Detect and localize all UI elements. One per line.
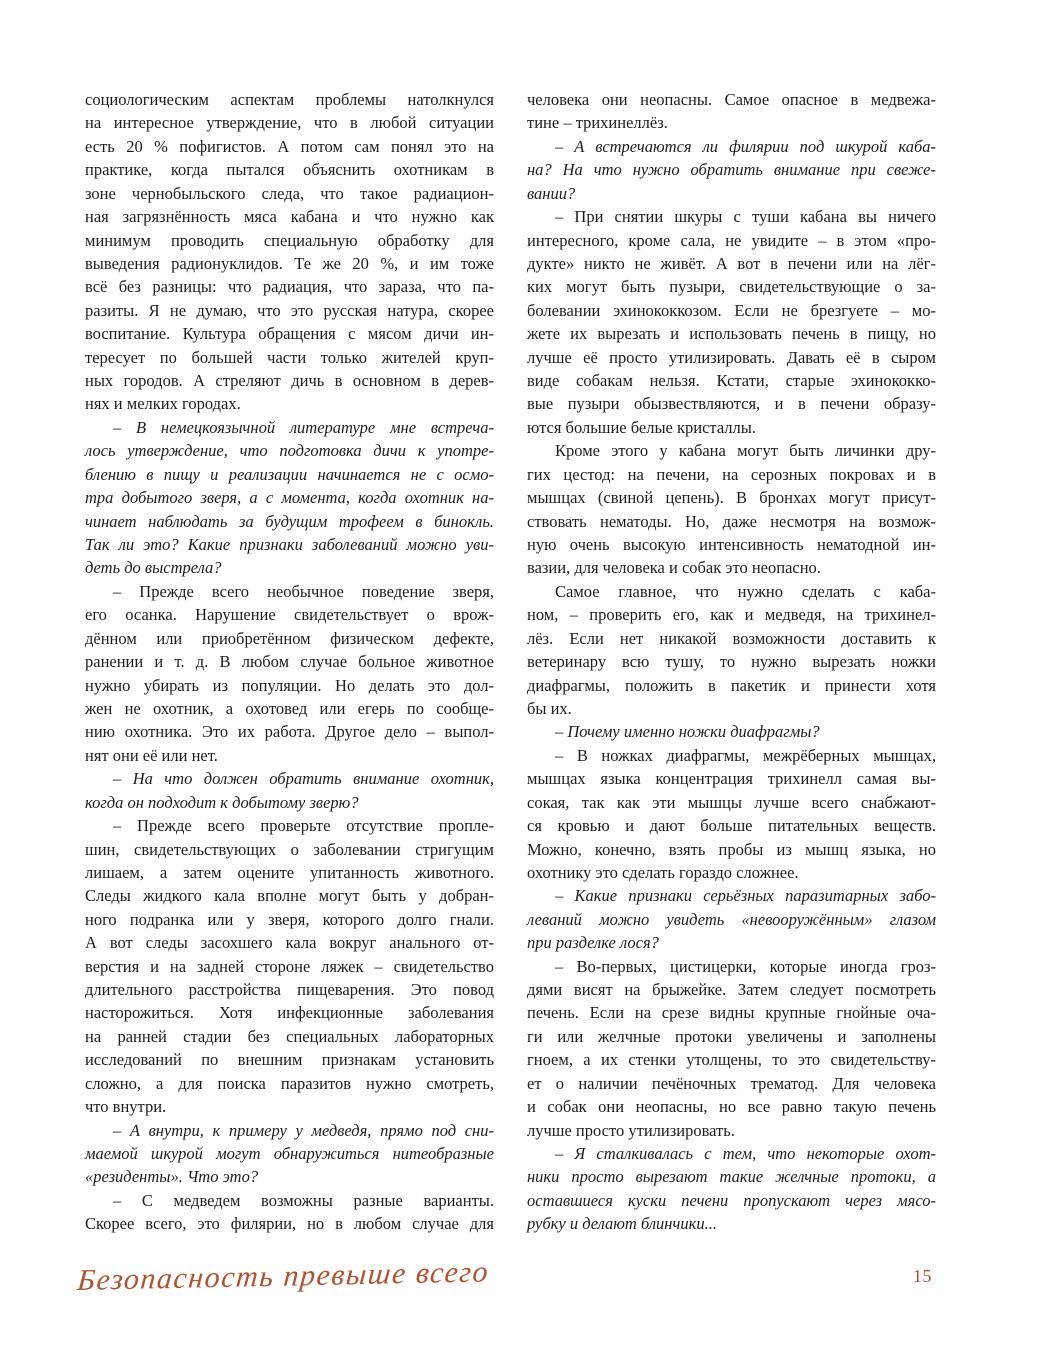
text-line: – Прежде всего необычное поведение зверя, [113,581,494,601]
text-line: гих цестод: на печени, на серозных покровах и в [527,464,936,484]
body-paragraph [85,88,494,416]
text-line: ная загрязнённость мяса кабана и что нужно как [85,207,494,227]
text-line: сложно, а для поиска паразитов нужно смотреть, [85,1073,494,1093]
text-line: насторожиться. Хотя инфекционные заболевания [85,1003,494,1023]
interview-question-paragraph [527,1142,936,1236]
body-paragraph [527,205,936,439]
text-line: Самое главное, что нужно сделать с каба- [555,581,936,601]
text-line: чинает наблюдать за будущим трофеем в бинокль. [85,511,494,531]
text-line: – При снятии шкуры с туши кабана вы ничего [555,207,936,227]
text-line: рубку и делают блинчики... [527,1214,717,1234]
text-line: жен не охотник, а охотовед или егерь по сообще- [85,698,494,718]
text-line: лучше её просто утилизировать. Давать её в сыром [527,347,936,367]
text-line: есть 20 % пофигистов. А потом сам понял это на [85,136,494,156]
text-line: – Почему именно ножки диафрагмы? [555,722,820,742]
text-line: бы их. [527,698,572,718]
text-line: всё без разницы: что радиация, что зараза, что па- [85,277,494,297]
text-line: разиты. Я не думаю, что это русская натура, скорее [85,300,494,320]
interview-question-paragraph [527,135,936,205]
text-line: печень. Если на срезе видны крупные гнойные оча- [527,1003,936,1023]
text-line: дённом или приобретённом физическом дефекте, [85,628,494,648]
text-line: вании? [527,183,576,203]
interview-question-paragraph [85,416,494,580]
text-line: при разделке лося? [527,933,659,953]
text-line: А вот следы засохшего кала вокруг анального от- [85,933,494,953]
text-line: – В ножках диафрагмы, межрёберных мышцах, [555,745,936,765]
text-line: и собак они неопасны, но все равно такую печень [527,1097,936,1117]
footer-chapter-script: Безопасность превыше всего [76,1255,491,1298]
text-line: ги или желчные протоки увеличены и заполнены [527,1026,936,1046]
text-line: лось утверждение, что подготовка дичи к употре- [85,441,494,461]
text-line: социологическим аспектам проблемы натолкнулся [85,90,494,109]
body-paragraph [527,439,936,580]
text-line: воспитание. Культура обращения с мясом дичи ин- [85,324,494,344]
text-line: ветеринару всю тушу, то нужно вырезать ножки [527,652,936,672]
text-line: – А внутри, к примеру у медведя, прямо под сни- [113,1120,494,1140]
text-line: ких могут быть пузыри, свидетельствующие о за- [527,277,936,297]
text-line: человека они неопасны. Самое опасное в медвежа- [527,90,936,109]
text-line: блению в пищу и реализации начинается не с осмо- [85,464,494,484]
text-line: болевании эхинококкозом. Если не брезгуете – мо- [527,300,936,320]
text-line: виде собакам нельзя. Кстати, старые эхинококко- [527,371,936,391]
text-line: нят они её или нет. [85,745,218,765]
text-line: – Я сталкивалась с тем, что некоторые охот- [555,1143,936,1163]
text-line: Кроме этого у кабана могут быть личинки дру- [555,441,936,461]
text-line: длительного расстройства пищеварения. Это повод [85,980,494,1000]
text-line: – На что должен обратить внимание охотник, [113,769,494,789]
text-line: деть до выстрела? [85,558,222,578]
text-line: нию охотника. Это их работа. Другое дело – выпол- [85,722,494,742]
interview-question-paragraph [85,767,494,814]
body-paragraph [85,814,494,1118]
text-line: оставшиеся куски печени пропускают через мясо- [527,1190,936,1210]
text-line: лучше просто утилизировать. [527,1120,735,1140]
text-line: выведения радионуклидов. Те же 20 %, и им тоже [85,253,494,273]
body-paragraph [527,88,936,135]
text-line: – А встречаются ли филярии под шкурой каба- [555,136,936,156]
text-line: гноем, а их стенки утолщены, то это свидетельству- [527,1050,936,1070]
body-paragraph [85,580,494,767]
text-line: что внутри. [85,1097,167,1117]
text-line: ствовать нематоды. Но, даже несмотря на возмож- [527,511,936,531]
text-line: «резиденты». Что это? [85,1167,259,1187]
text-line: нях и мелких городах. [85,394,241,414]
text-line: Так ли это? Какие признаки заболеваний можно уви- [85,535,494,555]
text-line: охотнику это сделать гораздо сложнее. [527,862,799,882]
text-line: диафрагмы, положить в пакетик и принести хотя [527,675,936,695]
text-line: ном, – проверить его, как и медведя, на трихинел- [527,605,936,625]
text-line: ются большие белые кристаллы. [527,417,756,437]
interview-question-paragraph [527,720,936,743]
text-line: ных городов. А стреляют дичь в основном в дерев- [85,371,494,391]
text-column-right [527,88,936,1236]
text-line: – В немецкоязычной литературе мне встреча- [113,417,494,437]
text-line: ет о наличии печёночных трематод. Для человека [527,1073,936,1093]
text-line: дукте» никто не живёт. А вот в печени или на лёг- [527,253,936,273]
text-line: практике, когда пытался объяснить охотникам в [85,160,494,180]
body-paragraph [527,580,936,721]
text-line: ную очень высокую интенсивность нематодной ин- [527,535,936,555]
body-paragraph [85,1189,494,1236]
text-line: мышцах языка концентрация трихинелл самая вы- [527,769,936,789]
text-line: на ранней стадии без специальных лабораторных [85,1026,494,1046]
text-line: тересует по большей части только жителей круп- [85,347,494,367]
text-line: зоне чернобыльского следа, что такое радиацион- [85,183,494,203]
text-line: – С медведем возможны разные варианты. [113,1190,494,1210]
text-line: дями висят на брыжейке. Затем следует посмотреть [527,980,936,1000]
text-line: жете их вырезать и использовать печень в пищу, но [527,324,936,344]
text-column-left [85,88,494,1236]
text-line: сокая, так как эти мышцы лучше всего снабжают- [527,792,936,812]
text-line: на интересное утверждение, что в любой ситуации [85,113,494,133]
interview-question-paragraph [85,1119,494,1189]
text-line: вые пузыри обызвествляются, и в печени образу- [527,394,936,414]
text-line: верстия и на задней стороне ляжек – свидетельство [85,956,494,976]
text-line: минимум проводить специальную обработку для [85,230,494,250]
text-line: Можно, конечно, взять пробы из мышц языка, но [527,839,936,859]
text-line: маемой шкурой могут обнаружиться нитеобразные [85,1143,494,1163]
text-line: тине – трихинеллёз. [527,113,668,133]
page-number: 15 [913,1266,932,1286]
text-line: лёз. Если нет никакой возможности доставить к [527,628,936,648]
text-line: шин, свидетельствующих о заболевании стригущим [85,839,494,859]
text-line: Следы жидкого кала вполне могут быть у добран- [85,886,494,906]
text-line: ся кровью и дают больше питательных веществ. [527,816,936,836]
text-line: ного подранка или у зверя, которого долго гнали. [85,909,494,929]
text-block [85,88,936,1236]
text-line: исследований по внешним признакам установить [85,1050,494,1070]
text-line: интересного, кроме сала, не увидите – в этом «про- [527,230,936,250]
interview-question-paragraph [527,884,936,954]
body-paragraph [527,744,936,885]
text-line: вазии, для человека и собак это неопасно. [527,558,821,578]
text-line: ранении и т. д. В любом случае больное животное [85,652,494,672]
text-line: когда он подходит к добытому зверю? [85,792,359,812]
text-line: на? На что нужно обратить внимание при свеже- [527,160,936,180]
text-line: лишаем, а затем оцените упитанность животного. [85,862,494,882]
text-line: тра добытого зверя, а с момента, когда охотник на- [85,488,494,508]
body-paragraph [527,955,936,1142]
text-line: леваний можно увидеть «невооружённым» глазом [527,909,936,929]
text-line: его осанка. Нарушение свидетельствует о врож- [85,605,494,625]
text-line: Скорее всего, это филярии, но в любом случае для [85,1214,494,1234]
text-line: нужно убирать из популяции. Но делать это дол- [85,675,494,695]
text-line: – Какие признаки серьёзных паразитарных забо- [555,886,936,906]
text-line: – Прежде всего проверьте отсутствие пропле- [113,816,494,836]
text-line: – Во-первых, цистицерки, которые иногда гроз- [555,956,936,976]
text-line: мышцах (свиной цепень). В бронхах могут присут- [527,488,936,508]
text-line: ники просто вырезают такие желчные протоки, а [527,1167,936,1187]
